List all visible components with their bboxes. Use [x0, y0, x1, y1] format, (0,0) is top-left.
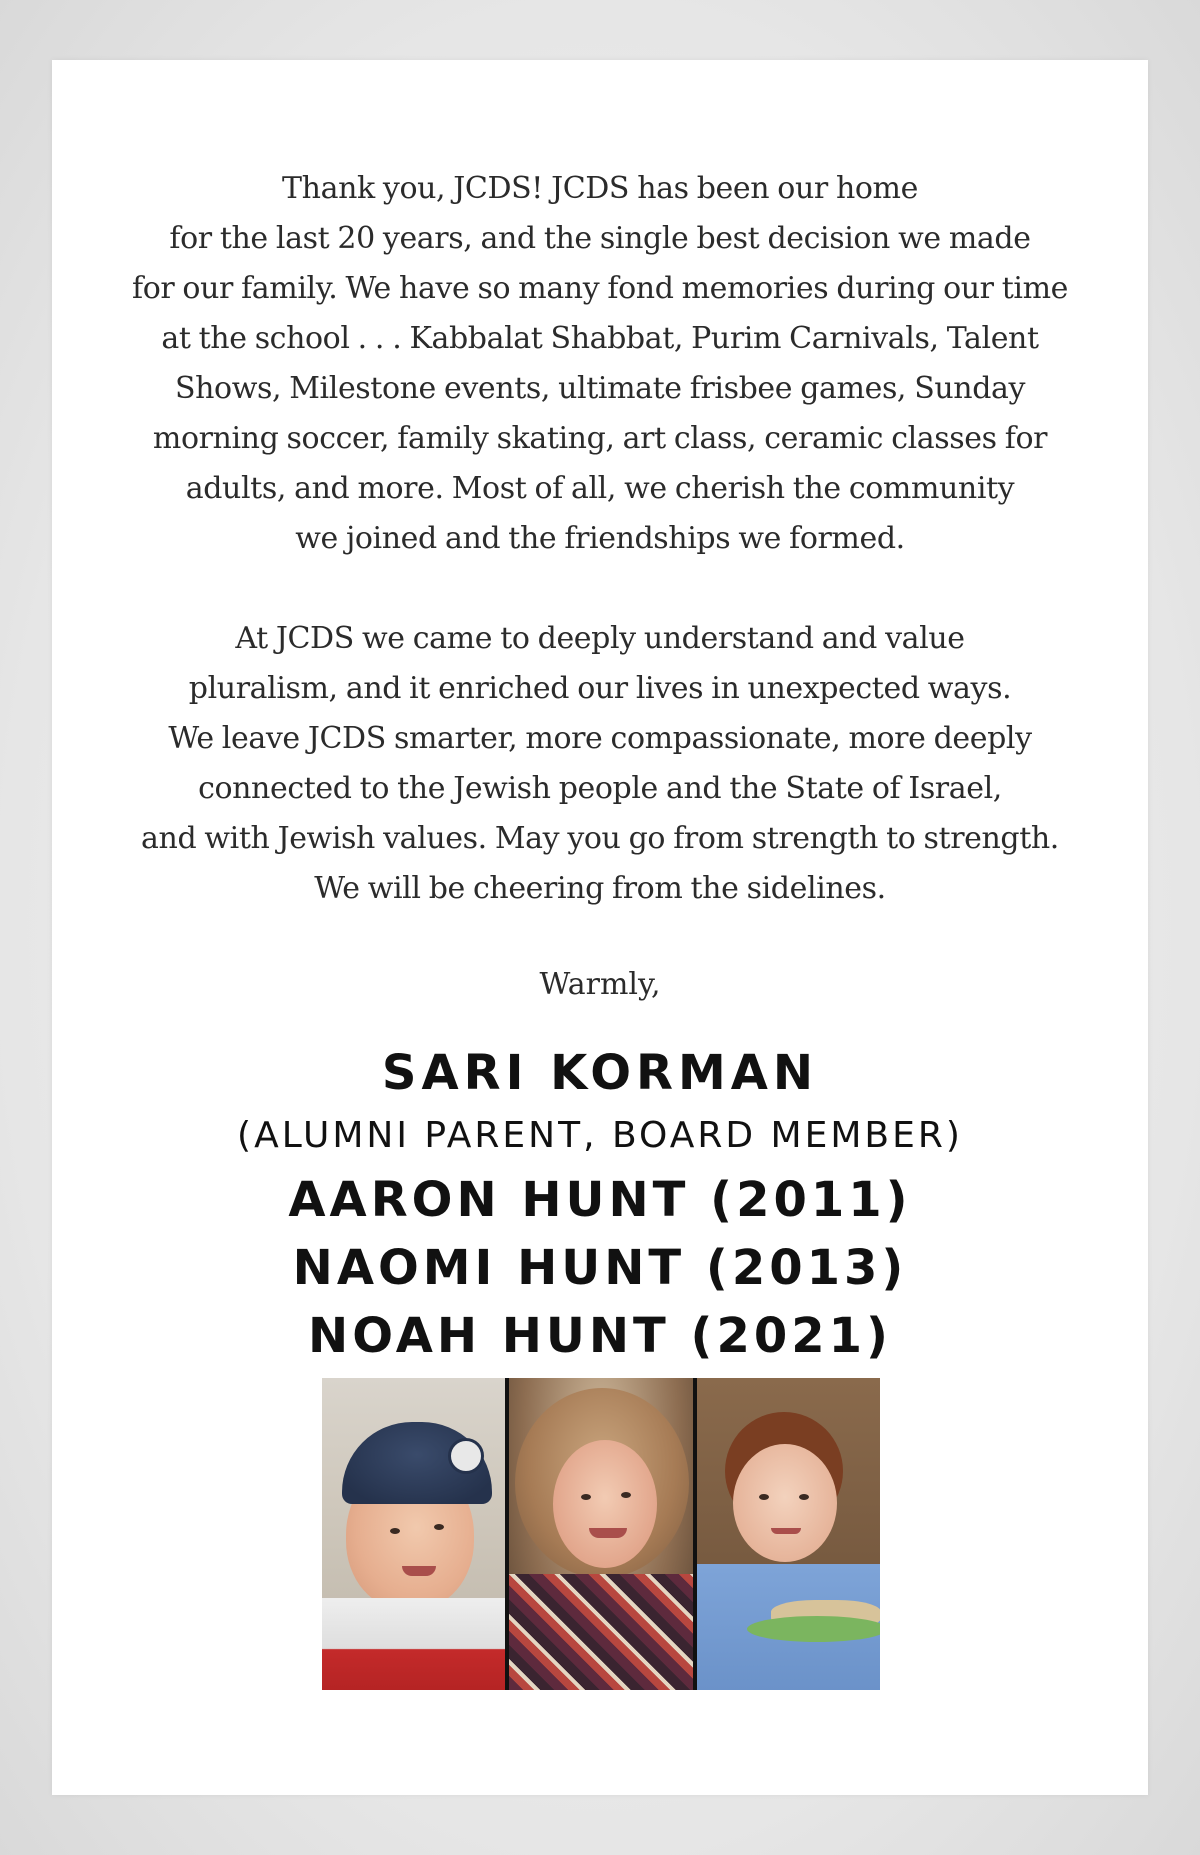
text-line: we joined and the friendships we formed. — [295, 521, 905, 556]
text-line: Shows, Milestone events, ultimate frisbee games, Sunday — [174, 371, 1026, 406]
text-line: and with Jewish values. May you go from strength to strength. — [141, 821, 1059, 856]
text-line: We leave JCDS smarter, more compassionate, more deeply — [168, 721, 1032, 756]
children-photo-strip — [322, 1378, 880, 1690]
signature-naomi-hunt: NAOMI HUNT (2013) — [292, 1240, 908, 1296]
letter-page — [52, 60, 1148, 1795]
text-line: adults, and more. Most of all, we cherish the community — [185, 471, 1015, 506]
signature-aaron-hunt: AARON HUNT (2011) — [288, 1172, 912, 1228]
child-photo-boy-in-cap — [322, 1378, 505, 1690]
signature-sari-korman: SARI KORMAN — [381, 1045, 819, 1101]
text-line: at the school . . . Kabbalat Shabbat, Purim Carnivals, Talent — [161, 321, 1039, 356]
child-photo-boy-eating — [697, 1378, 880, 1690]
text-line: connected to the Jewish people and the State of Israel, — [198, 771, 1002, 806]
text-line: for our family. We have so many fond memories during our time — [131, 271, 1068, 306]
signature-role: (ALUMNI PARENT, BOARD MEMBER) — [237, 1115, 963, 1156]
closing-salutation: Warmly, — [539, 967, 661, 1002]
paragraph-thanks — [52, 164, 1148, 564]
text-line: morning soccer, family skating, art class, ceramic classes for — [152, 421, 1048, 456]
text-line: for the last 20 years, and the single best decision we made — [169, 221, 1031, 256]
signature-noah-hunt: NOAH HUNT (2021) — [308, 1308, 892, 1364]
text-line: Thank you, JCDS! JCDS has been our home — [282, 171, 918, 206]
child-photo-girl — [509, 1378, 692, 1690]
text-line: pluralism, and it enriched our lives in unexpected ways. — [188, 671, 1012, 706]
paragraph-pluralism — [52, 614, 1148, 914]
text-line: We will be cheering from the sidelines. — [314, 871, 886, 906]
text-line: At JCDS we came to deeply understand and value — [235, 621, 965, 656]
